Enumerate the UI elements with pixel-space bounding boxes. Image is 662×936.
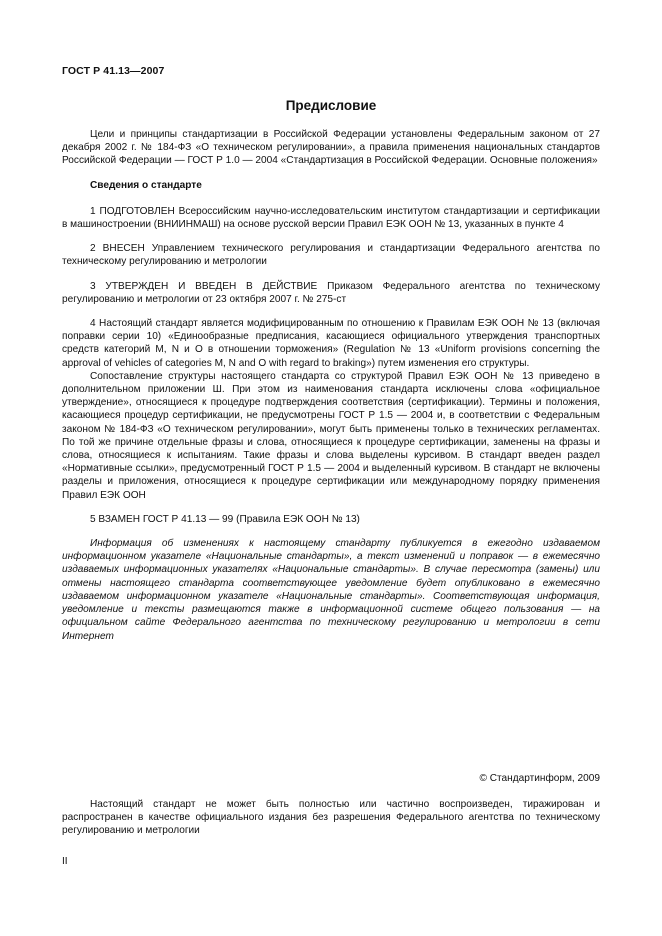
page-number: II <box>62 856 68 867</box>
changes-notice: Информация об изменениях к настоящему стандарту публикуется в ежегодно издаваемом информационном указателе «Национальные стандарты», а текст изменений и поправок — в ежемесячно издаваемых информационных указателях «Национальные стандарты». В случае пересмотра (замены) или отмены настоящего стандарта соответствующее уведомление будет опубликовано в ежемесячно издаваемом информационном указателе «Национальные стандарты». Соответствующая информация, уведомление и тексты размещаются также в информационной системе общего пользования — на официальном сайте Федерального агентства по техническому регулированию и метрологии в сети Интернет <box>62 538 600 642</box>
item-structure-comparison: Сопоставление структуры настоящего стандарта со структурой Правил ЕЭК ООН № 13 приведено в дополнительном приложении Ш. При этом из наименования стандарта исключены слова «официальное утверждение», относящиеся к процедуре подтверждения соответствия (сертификации). Термины и положения, касающиеся процедур сертификации, не предусмотрены ГОСТ Р 1.5 — 2004 и, в соответствии с Федеральным законом № 184-ФЗ «О техническом регулировании», могут быть применены только в технических регламентах. По той же причине отдельные фразы и слова, относящиеся к процедуре сертификации, заменены на фразы и слова, относящиеся к испытаниям. Такие фразы и слова выделены курсивом. В стандарт введен раздел «Нормативные ссылки», предусмотренный ГОСТ Р 1.5 — 2004 и выделенный курсивом. В стандарт не включены разделы и приложения, относящиеся к процедуре сертификации или международному порядку применения Правил ЕЭК ООН <box>62 370 600 501</box>
intro-paragraph: Цели и принципы стандартизации в Российской Федерации установлены Федеральным законом от 27 декабря 2002 г. № 184-ФЗ «О техническом регулировании», а правила применения национальных стандартов Российской Федерации — ГОСТ Р 1.0 — 2004 «Стандартизация в Российской Федерации. Основные положения» <box>62 129 600 167</box>
reproduction-notice <box>62 798 600 838</box>
page-title: Предисловие <box>285 98 377 113</box>
item-prepared: 1 ПОДГОТОВЛЕН Всероссийским научно-исследовательским институтом стандартизации и сертификации в машиностроении (ВНИИНМАШ) на основе русской версии Правил ЕЭК ООН № 13, указанных в пункте 4 <box>62 205 600 231</box>
item-modification: 4 Настоящий стандарт является модифицированным по отношению к Правилам ЕЭК ООН № 13 (включая поправки серии 10) «Единообразные предписания, касающиеся официального утверждения транспортных средств категорий М, N и О в отношении торможения» (Regulation № 13 «Uniform provisions concerning the approval of vehicles of categories M, N and O with regard to braking») путем изменения его структуры. <box>62 318 600 369</box>
item-replaces: 5 ВЗАМЕН ГОСТ Р 41.13 — 99 (Правила ЕЭК ООН № 13) <box>90 513 360 525</box>
reproduction-paragraph: Настоящий стандарт не может быть полностью или частично воспроизведен, тиражирован и распространен в качестве официального издания без разрешения Федерального агентства по техническому регулированию и метрологии <box>62 799 600 837</box>
item-submitted: 2 ВНЕСЕН Управлением технического регулирования и стандартизации Федерального агентства по техническому регулированию и метрологии <box>62 243 600 268</box>
standard-code-header: ГОСТ Р 41.13—2007 <box>62 65 165 77</box>
item-approved: 3 УТВЕРЖДЕН И ВВЕДЕН В ДЕЙСТВИЕ Приказом Федерального агентства по техническому регулированию и метрологии от 23 октября 2007 г. № 275-ст <box>62 280 600 305</box>
standard-info-subheading: Сведения о стандарте <box>90 179 202 191</box>
copyright-notice: © Стандартинформ, 2009 <box>479 773 600 784</box>
foreword-body <box>62 128 600 654</box>
